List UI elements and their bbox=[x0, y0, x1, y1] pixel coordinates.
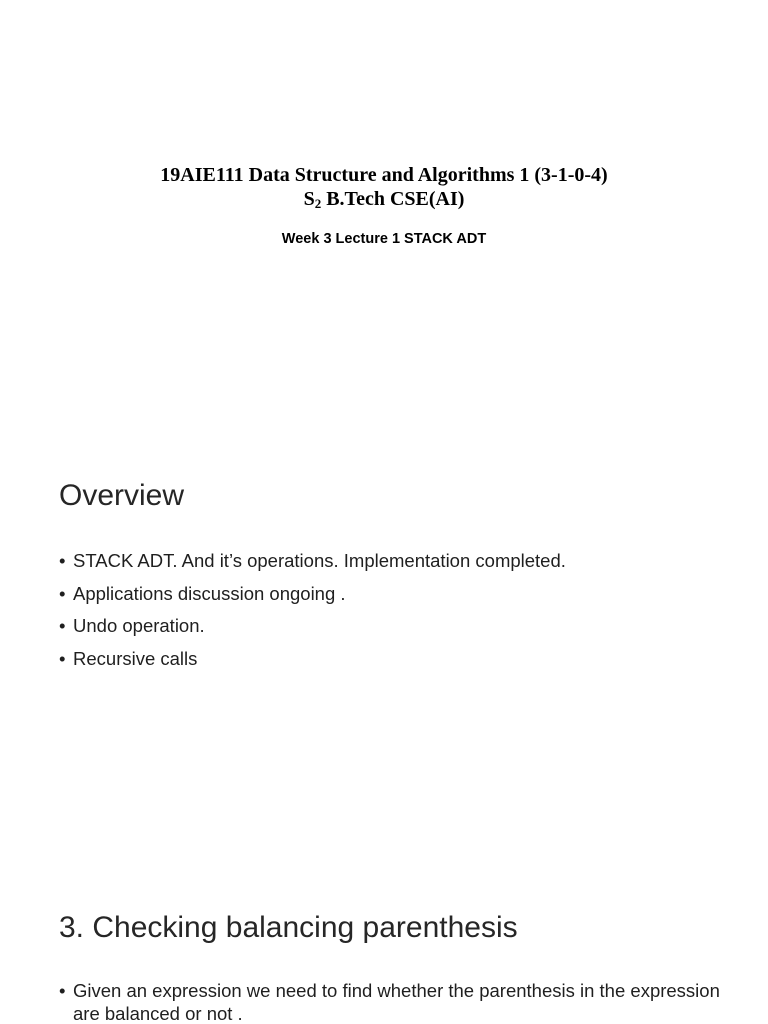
list-item bbox=[59, 610, 566, 643]
overview-bullet-list bbox=[59, 545, 566, 675]
lecture-title: Week 3 Lecture 1 STACK ADT bbox=[281, 231, 487, 247]
title-slide bbox=[0, 0, 768, 438]
list-item bbox=[59, 578, 566, 611]
bullet-text: STACK ADT. And it’s operations. Implementation completed. bbox=[73, 550, 566, 571]
list-item bbox=[59, 545, 566, 578]
program-title bbox=[0, 187, 768, 211]
bullet-icon: • bbox=[59, 582, 66, 604]
program-prefix: S bbox=[303, 188, 315, 210]
overview-slide bbox=[0, 438, 768, 876]
parenthesis-slide bbox=[0, 876, 768, 1024]
program-rest: B.Tech CSE(AI) bbox=[321, 188, 465, 210]
parenthesis-heading: 3. Checking balancing parenthesis bbox=[59, 911, 518, 944]
course-title: 19AIE111 Data Structure and Algorithms 1 (3-1-0-4) bbox=[160, 164, 608, 186]
bullet-text: Recursive calls bbox=[73, 647, 198, 669]
list-item bbox=[59, 979, 733, 1024]
program-subscript: 2 bbox=[314, 196, 322, 211]
list-item bbox=[59, 643, 566, 676]
bullet-icon: • bbox=[59, 647, 66, 669]
bullet-icon: • bbox=[59, 615, 66, 636]
overview-heading: Overview bbox=[59, 479, 185, 512]
bullet-text: Undo operation. bbox=[73, 615, 205, 636]
bullet-text: Applications discussion ongoing . bbox=[73, 582, 346, 604]
bullet-text: Given an expression we need to find whether the parenthesis in the expression are balanced or not . bbox=[73, 980, 720, 1024]
bullet-icon: • bbox=[59, 550, 66, 571]
bullet-icon: • bbox=[59, 980, 66, 1001]
parenthesis-bullet-list bbox=[59, 979, 733, 1024]
